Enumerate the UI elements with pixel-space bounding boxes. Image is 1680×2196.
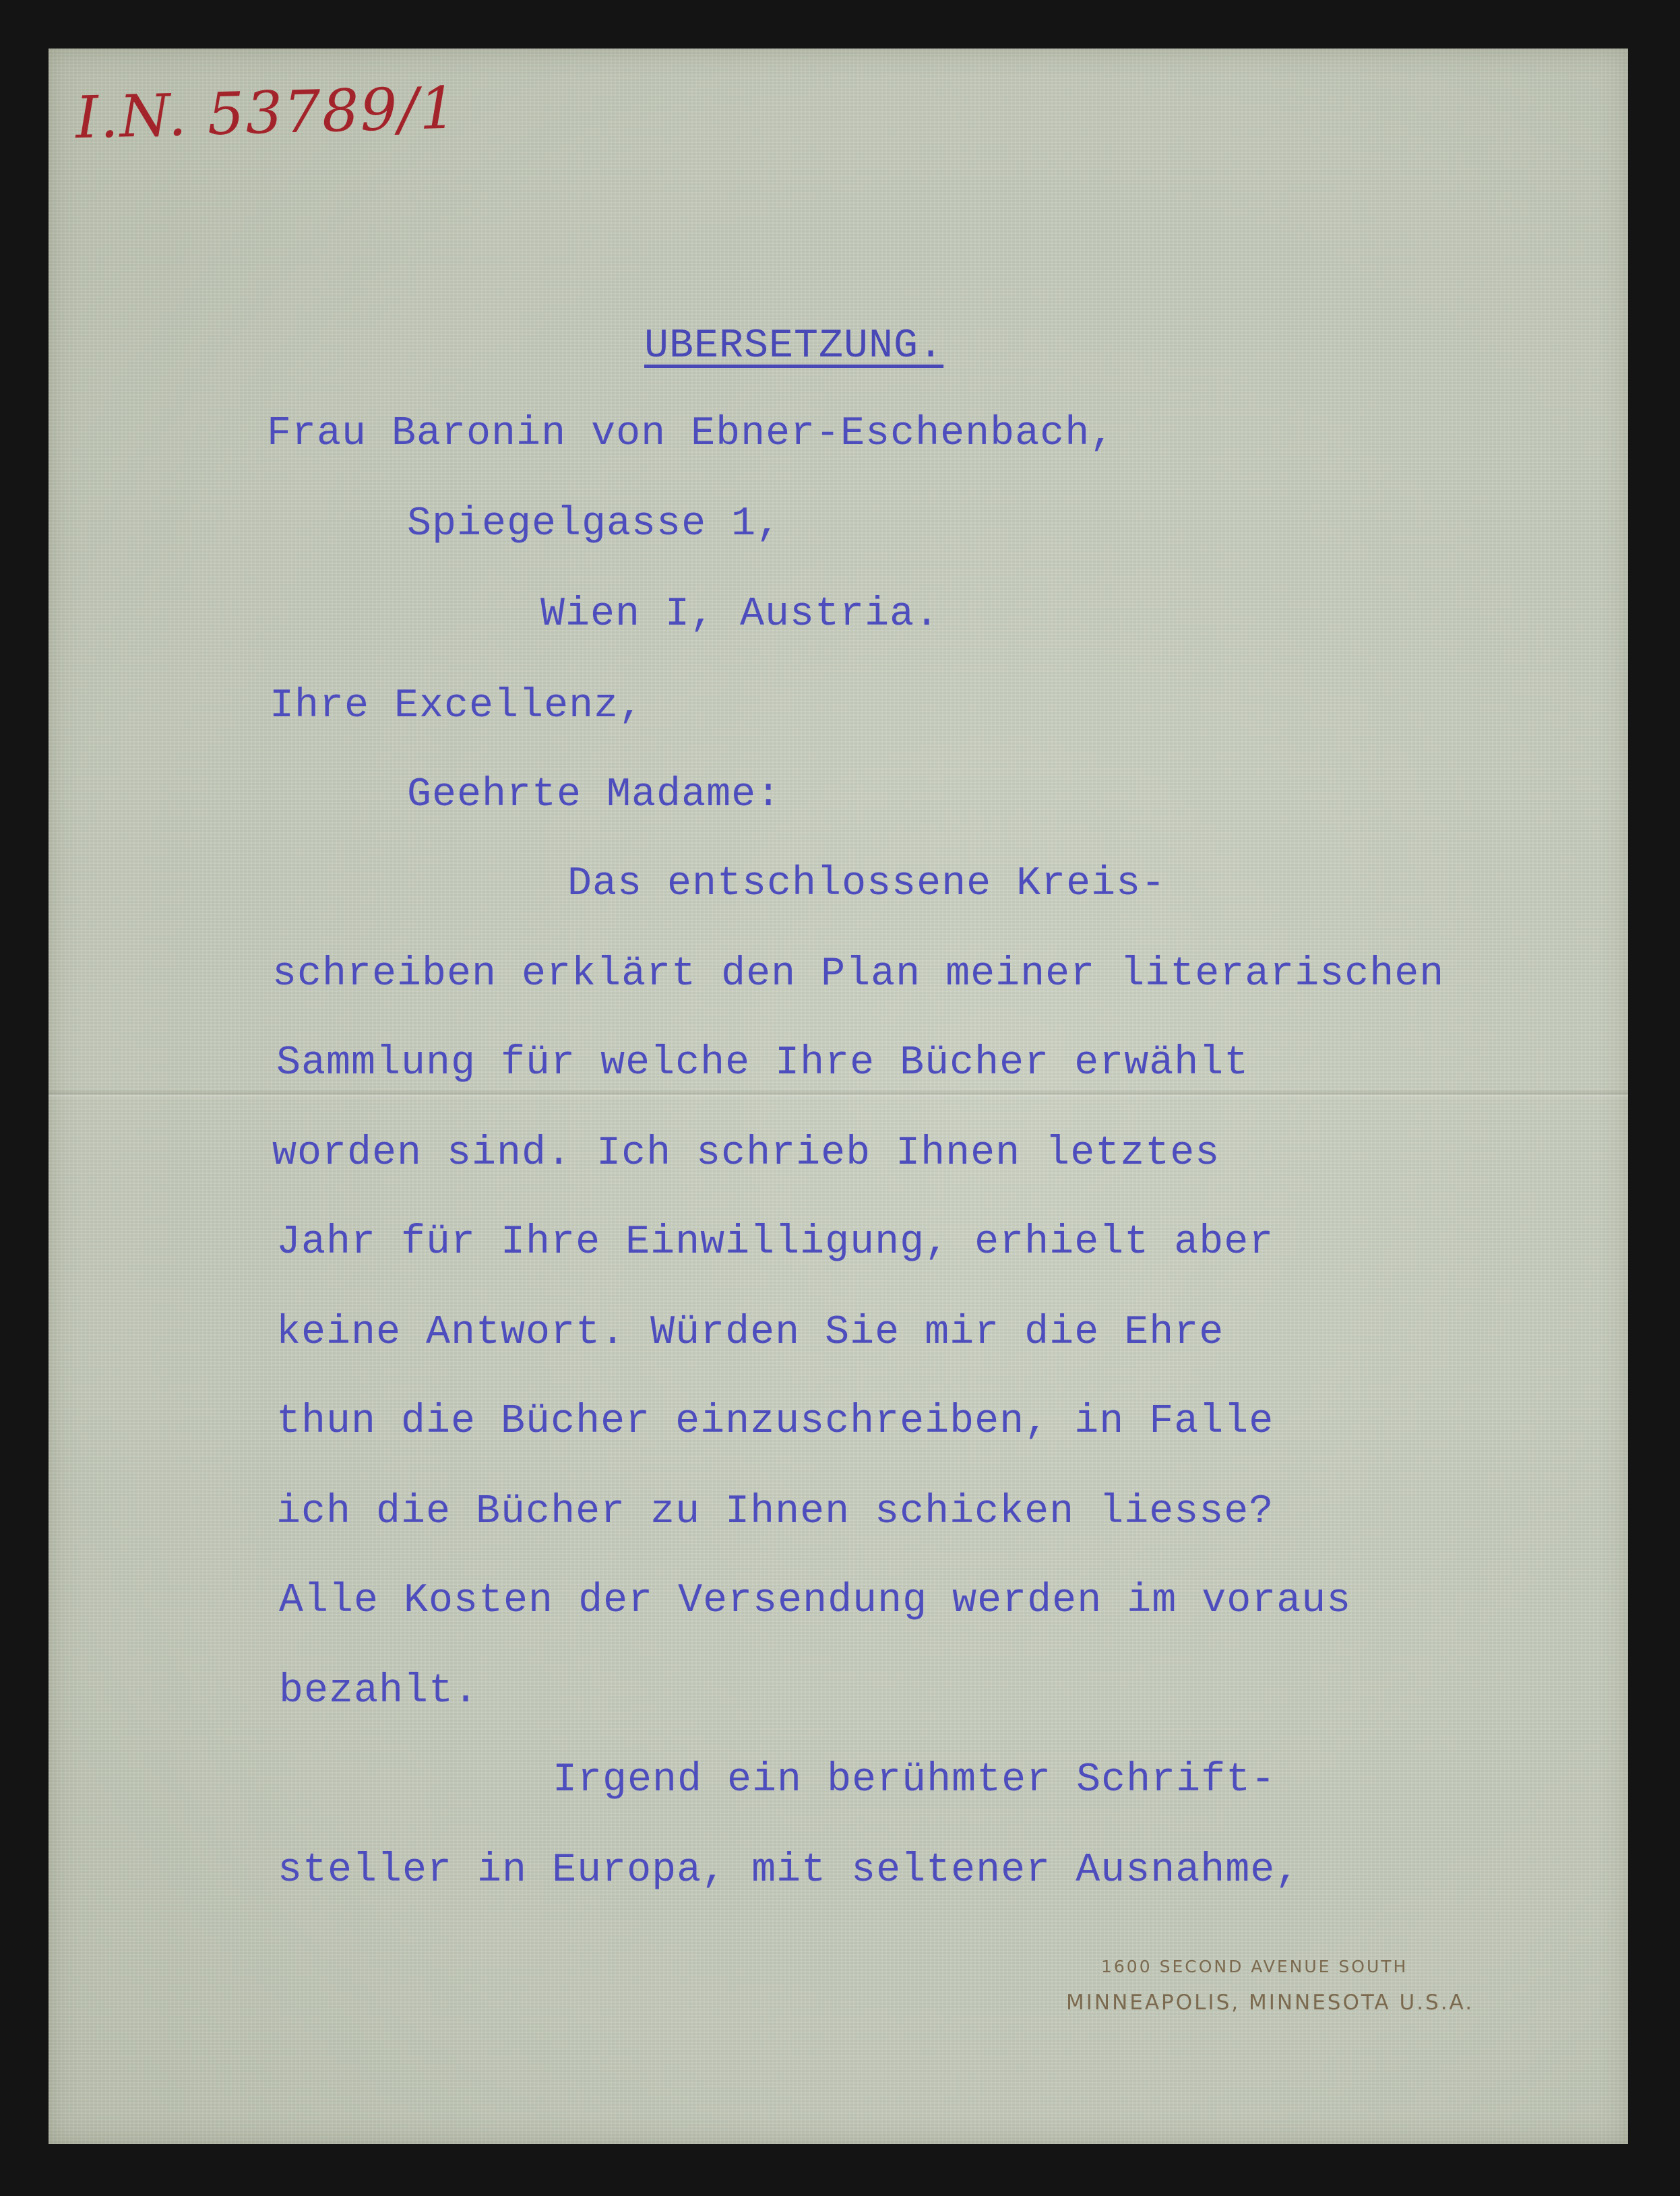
body-line: worden sind. Ich schrieb Ihnen letztes: [272, 1131, 1220, 1177]
body-line: bezahlt.: [279, 1668, 479, 1714]
body-line: Irgend ein berühmter Schrift-: [553, 1757, 1276, 1803]
paper-fold: [49, 1090, 1628, 1099]
body-line: keine Antwort. Würden Sie mir die Ehre: [276, 1310, 1224, 1356]
letter-heading: UBERSETZUNG.: [644, 323, 944, 369]
body-line: Jahr für Ihre Einwilligung, erhielt aber: [276, 1220, 1274, 1265]
letterhead-street: 1600 SECOND AVENUE SOUTH: [1101, 1957, 1408, 1976]
body-line: Alle Kosten der Versendung werden im voraus: [279, 1578, 1352, 1624]
address-line: Spiegelgasse 1,: [407, 501, 782, 547]
body-line: schreiben erklärt den Plan meiner literarischen: [272, 951, 1445, 997]
body-line: Sammlung für welche Ihre Bücher erwählt: [276, 1040, 1249, 1086]
address-line: Wien I, Austria.: [540, 592, 940, 637]
archive-number: I.N. 53789/1: [74, 74, 459, 152]
body-line: ich die Bücher zu Ihnen schicken liesse?: [276, 1489, 1274, 1535]
salutation-line: Geehrte Madame:: [407, 772, 782, 818]
body-line: Das entschlossene Kreis-: [567, 861, 1166, 907]
address-line: Frau Baronin von Ebner-Eschenbach,: [267, 411, 1115, 457]
letterhead-city: MINNEAPOLIS, MINNESOTA U.S.A.: [1066, 1990, 1474, 2015]
body-line: steller in Europa, mit seltener Ausnahme,: [278, 1848, 1301, 1893]
salutation-line: Ihre Excellenz,: [270, 683, 644, 729]
body-line: thun die Bücher einzuschreiben, in Falle: [276, 1399, 1274, 1445]
